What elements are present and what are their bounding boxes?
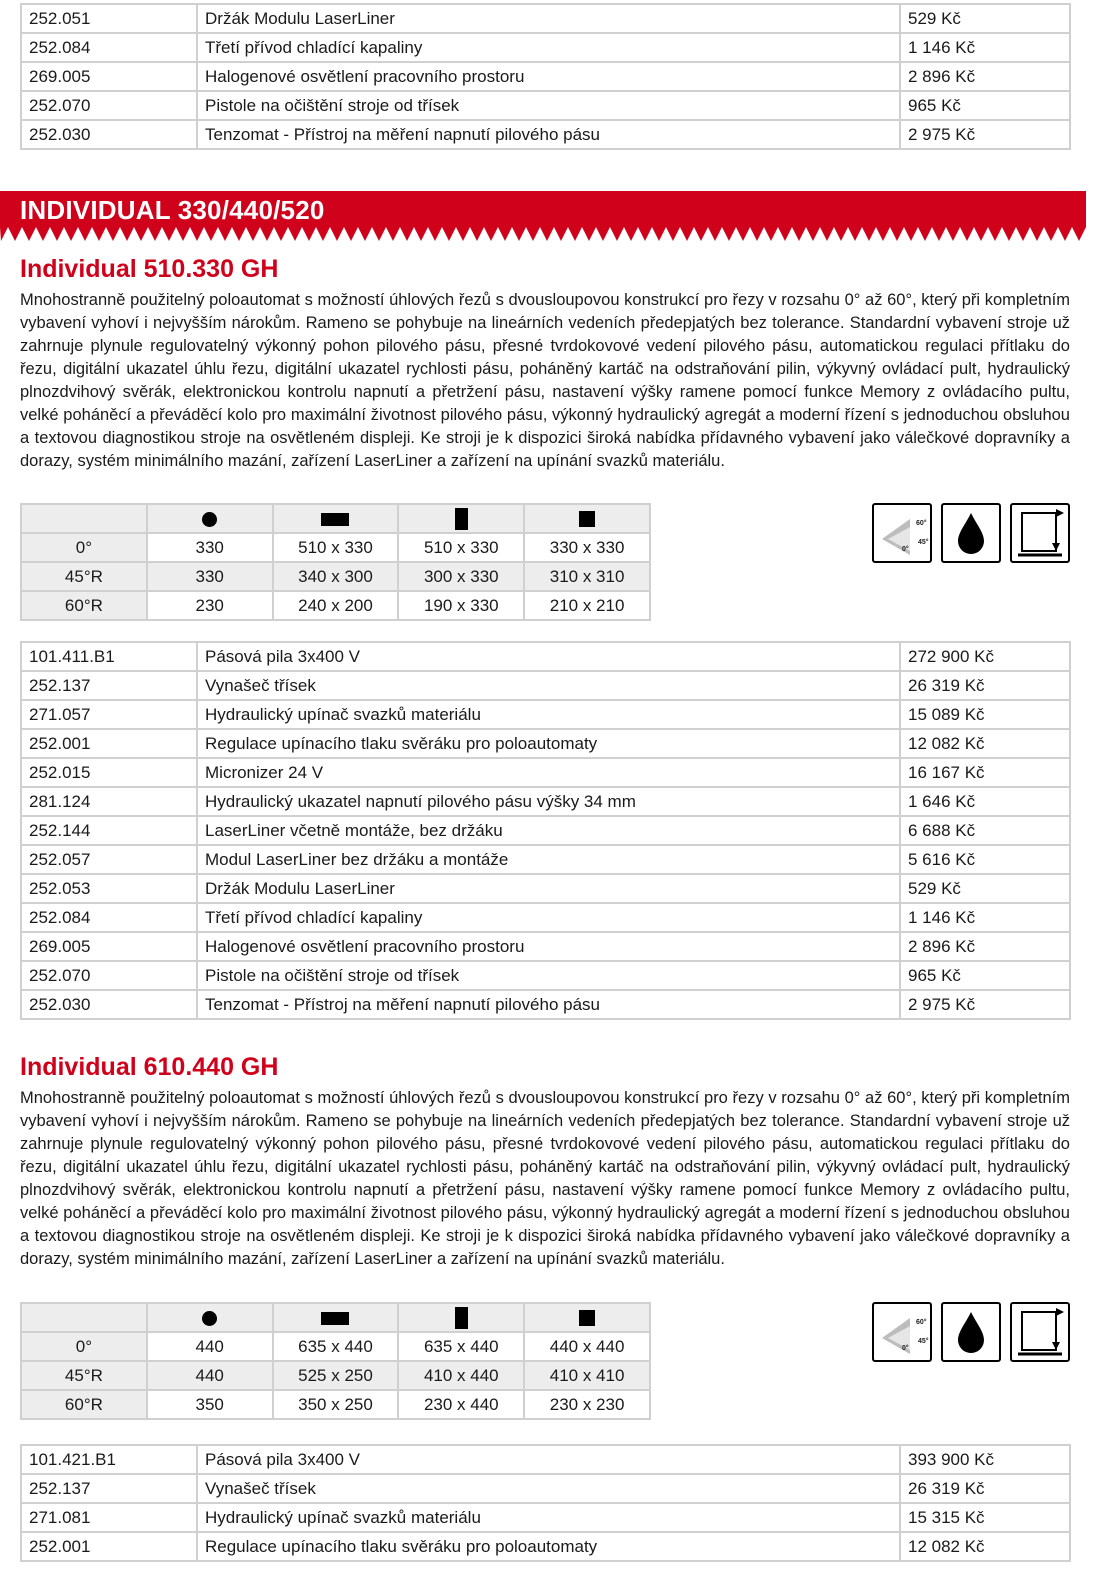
rect-h-header xyxy=(273,504,399,533)
material-feed-icon xyxy=(1010,1302,1070,1362)
product-title: Individual 510.330 GH xyxy=(20,255,279,283)
capacity-cell: 230 x 440 xyxy=(398,1390,524,1419)
angle-cut-icon xyxy=(872,1302,932,1362)
parts-table xyxy=(20,1444,1071,1562)
part-code: 101.411.B1 xyxy=(21,642,197,671)
part-price: 5 616 Kč xyxy=(900,845,1070,874)
part-name: LaserLiner včetně montáže, bez držáku xyxy=(197,816,900,845)
capacity-table xyxy=(20,503,651,621)
capacity-cell: 300 x 330 xyxy=(398,562,524,591)
part-price: 2 975 Kč xyxy=(900,990,1070,1019)
feed-graphic xyxy=(1012,505,1068,561)
coolant-drop-icon xyxy=(941,503,1001,563)
part-code: 252.030 xyxy=(21,990,197,1019)
product-title: Individual 610.440 GH xyxy=(20,1053,279,1081)
part-price: 272 900 Kč xyxy=(900,642,1070,671)
capacity-header-row xyxy=(21,504,650,533)
table-row xyxy=(21,671,1070,700)
part-price: 393 900 Kč xyxy=(900,1445,1070,1474)
table-row xyxy=(21,990,1070,1019)
part-name: Hydraulický ukazatel napnutí pilového pásu výšky 34 mm xyxy=(197,787,900,816)
table-row xyxy=(21,700,1070,729)
part-code: 271.057 xyxy=(21,700,197,729)
part-name: Držák Modulu LaserLiner xyxy=(197,874,900,903)
table-row xyxy=(21,33,1070,62)
part-code: 252.030 xyxy=(21,120,197,149)
part-price: 15 315 Kč xyxy=(900,1503,1070,1532)
capacity-cell: 340 x 300 xyxy=(273,562,399,591)
table-row xyxy=(21,961,1070,990)
table-row xyxy=(21,1503,1070,1532)
part-code: 252.015 xyxy=(21,758,197,787)
round-header xyxy=(147,1303,273,1332)
part-name: Hydraulický upínač svazků materiálu xyxy=(197,1503,900,1532)
part-name: Pistole na očištění stroje od třísek xyxy=(197,91,900,120)
table-row xyxy=(21,91,1070,120)
upright-rectangle-section-icon xyxy=(455,508,468,530)
part-code: 281.124 xyxy=(21,787,197,816)
part-name: Halogenové osvětlení pracovního prostoru xyxy=(197,62,900,91)
part-price: 1 146 Kč xyxy=(900,33,1070,62)
capacity-cell: 410 x 410 xyxy=(524,1361,650,1390)
part-name: Třetí přívod chladící kapaliny xyxy=(197,33,900,62)
parts-table xyxy=(20,641,1071,1020)
part-name: Tenzomat - Přístroj na měření napnutí pilového pásu xyxy=(197,120,900,149)
part-code: 252.053 xyxy=(21,874,197,903)
part-price: 2 975 Kč xyxy=(900,120,1070,149)
capacity-table xyxy=(20,1302,651,1420)
angle-cell: 60°R xyxy=(21,1390,147,1419)
flat-rectangle-section-icon xyxy=(321,513,349,526)
drop-graphic xyxy=(943,1304,999,1360)
part-name: Pistole na očištění stroje od třísek xyxy=(197,961,900,990)
part-code: 101.421.B1 xyxy=(21,1445,197,1474)
part-code: 252.084 xyxy=(21,33,197,62)
flat-rectangle-section-icon xyxy=(321,1312,349,1325)
angle-header xyxy=(21,504,147,533)
table-row xyxy=(21,642,1070,671)
round-section-icon xyxy=(202,1311,217,1326)
capacity-cell: 440 xyxy=(147,1332,273,1361)
part-name: Držák Modulu LaserLiner xyxy=(197,4,900,33)
product-description: Mnohostranně použitelný poloautomat s možností úhlových řezů s dvousloupovou konstrukcí pro řezy v rozsahu 0° až 60°, který při kompletním vybavení vyhoví i nejvyšším nárokům. Rameno se pohybuje na lineárních vedeních předepjatých bez tolerance. Standardní vybavení stroje už zahrnuje plynule regulovatelný výkonný pohon pilového pásu, přesné tvrdokovové vedení pilového pásu, automatickou regulaci přítlaku do řezu, digitální ukazatel úhlu řezu, digitální ukazatel rychlosti pásu, poháněný kartáč na odstraňování pilin, výkyvný ovládací pult, hydraulický plnozdvihový svěrák, elektronickou kontrolu napnutí a přetržení pásu, nastavení výšky ramene pomocí funkce Memory z ovládacího pultu, velké poháněcí a převáděcí kolo pro maximální životnost pilového pásu, výkonný hydraulický agregát a moderní řízení s jednoduchou obsluhou a textovou diagnostikou stroje na osvětleném displeji. Ke stroji je k dispozici široká nabídka přídavného vybavení jako válečkové dopravníky a dorazy, systém minimálního mazání, zařízení LaserLiner a zařízení na upínání svazků materiálu. xyxy=(20,291,1070,470)
section-title: INDIVIDUAL 330/440/520 xyxy=(20,195,325,225)
part-code: 252.051 xyxy=(21,4,197,33)
rect-v-header xyxy=(398,504,524,533)
capacity-cell: 210 x 210 xyxy=(524,591,650,620)
part-price: 6 688 Kč xyxy=(900,816,1070,845)
part-code: 252.001 xyxy=(21,1532,197,1561)
table-row xyxy=(21,758,1070,787)
table-row xyxy=(21,1474,1070,1503)
part-price: 1 146 Kč xyxy=(900,903,1070,932)
capacity-row xyxy=(21,1390,650,1419)
part-name: Pásová pila 3x400 V xyxy=(197,642,900,671)
part-price: 16 167 Kč xyxy=(900,758,1070,787)
table-row xyxy=(21,120,1070,149)
top-parts-table xyxy=(20,3,1071,150)
part-code: 252.137 xyxy=(21,671,197,700)
capacity-row xyxy=(21,591,650,620)
part-name: Halogenové osvětlení pracovního prostoru xyxy=(197,932,900,961)
part-name: Třetí přívod chladící kapaliny xyxy=(197,903,900,932)
angle-label-0: 0° xyxy=(902,546,909,553)
part-name: Vynašeč třísek xyxy=(197,1474,900,1503)
round-section-icon xyxy=(202,512,217,527)
part-code: 271.081 xyxy=(21,1503,197,1532)
table-row xyxy=(21,845,1070,874)
part-code: 252.070 xyxy=(21,91,197,120)
capacity-cell: 635 x 440 xyxy=(273,1332,399,1361)
angle-label-0: 0° xyxy=(902,1345,909,1352)
angle-cell: 45°R xyxy=(21,562,147,591)
product-description: Mnohostranně použitelný poloautomat s možností úhlových řezů s dvousloupovou konstrukcí pro řezy v rozsahu 0° až 60°, který při kompletním vybavení vyhoví i nejvyšším nárokům. Rameno se pohybuje na lineárních vedeních předepjatých bez tolerance. Standardní vybavení stroje už zahrnuje plynule regulovatelný výkonný pohon pilového pásu, přesné tvrdokovové vedení pilového pásu, automatickou regulaci přítlaku do řezu, digitální ukazatel úhlu řezu, digitální ukazatel rychlosti pásu, poháněný kartáč na odstraňování pilin, výkyvný ovládací pult, hydraulický plnozdvihový svěrák, elektronickou kontrolu napnutí a přetržení pásu, nastavení výšky ramene pomocí funkce Memory z ovládacího pultu, velké poháněcí a převáděcí kolo pro maximální životnost pilového pásu, výkonný hydraulický agregát a moderní řízení s jednoduchou obsluhou a textovou diagnostikou stroje na osvětleném displeji. Ke stroji je k dispozici široká nabídka přídavného vybavení jako válečkové dopravníky a dorazy, systém minimálního mazání, zařízení LaserLiner a zařízení na upínání svazků materiálu. xyxy=(20,1089,1070,1268)
part-price: 15 089 Kč xyxy=(900,700,1070,729)
table-row xyxy=(21,4,1070,33)
drop-graphic xyxy=(943,505,999,561)
table-row xyxy=(21,874,1070,903)
angle-cell: 0° xyxy=(21,1332,147,1361)
round-header xyxy=(147,504,273,533)
part-code: 252.070 xyxy=(21,961,197,990)
part-code: 252.057 xyxy=(21,845,197,874)
part-name: Vynašeč třísek xyxy=(197,671,900,700)
table-row xyxy=(21,1445,1070,1474)
capacity-row xyxy=(21,533,650,562)
part-price: 12 082 Kč xyxy=(900,729,1070,758)
capacity-cell: 350 xyxy=(147,1390,273,1419)
part-name: Tenzomat - Přístroj na měření napnutí pilového pásu xyxy=(197,990,900,1019)
capacity-cell: 190 x 330 xyxy=(398,591,524,620)
capacity-cell: 510 x 330 xyxy=(398,533,524,562)
part-code: 252.084 xyxy=(21,903,197,932)
material-feed-icon xyxy=(1010,503,1070,563)
part-name: Regulace upínacího tlaku svěráku pro poloautomaty xyxy=(197,1532,900,1561)
upright-rectangle-section-icon xyxy=(455,1307,468,1329)
capacity-cell: 330 xyxy=(147,533,273,562)
feed-graphic xyxy=(1012,1304,1068,1360)
part-price: 2 896 Kč xyxy=(900,62,1070,91)
capacity-cell: 230 x 230 xyxy=(524,1390,650,1419)
square-header xyxy=(524,504,650,533)
capacity-cell: 525 x 250 xyxy=(273,1361,399,1390)
table-row xyxy=(21,787,1070,816)
table-row xyxy=(21,816,1070,845)
part-code: 252.144 xyxy=(21,816,197,845)
part-price: 529 Kč xyxy=(900,4,1070,33)
square-section-icon xyxy=(579,1310,595,1326)
capacity-cell: 240 x 200 xyxy=(273,591,399,620)
square-header xyxy=(524,1303,650,1332)
capacity-header-row xyxy=(21,1303,650,1332)
angle-label-45: 45° xyxy=(918,539,929,546)
part-price: 26 319 Kč xyxy=(900,1474,1070,1503)
part-price: 965 Kč xyxy=(900,91,1070,120)
angle-header xyxy=(21,1303,147,1332)
capacity-cell: 510 x 330 xyxy=(273,533,399,562)
capacity-cell: 440 xyxy=(147,1361,273,1390)
capacity-cell: 230 xyxy=(147,591,273,620)
part-name: Pásová pila 3x400 V xyxy=(197,1445,900,1474)
table-row xyxy=(21,62,1070,91)
part-price: 965 Kč xyxy=(900,961,1070,990)
angle-cell: 45°R xyxy=(21,1361,147,1390)
angle-cell: 0° xyxy=(21,533,147,562)
part-name: Modul LaserLiner bez držáku a montáže xyxy=(197,845,900,874)
capacity-cell: 330 xyxy=(147,562,273,591)
part-price: 12 082 Kč xyxy=(900,1532,1070,1561)
part-code: 269.005 xyxy=(21,932,197,961)
part-price: 26 319 Kč xyxy=(900,671,1070,700)
capacity-cell: 440 x 440 xyxy=(524,1332,650,1361)
angle-label-60: 60° xyxy=(916,1319,927,1326)
capacity-row xyxy=(21,1332,650,1361)
table-row xyxy=(21,932,1070,961)
capacity-cell: 330 x 330 xyxy=(524,533,650,562)
angle-label-45: 45° xyxy=(918,1338,929,1345)
part-code: 269.005 xyxy=(21,62,197,91)
part-name: Hydraulický upínač svazků materiálu xyxy=(197,700,900,729)
table-row xyxy=(21,1532,1070,1561)
angle-cut-icon xyxy=(872,503,932,563)
square-section-icon xyxy=(579,511,595,527)
angle-label-60: 60° xyxy=(916,520,927,527)
part-price: 529 Kč xyxy=(900,874,1070,903)
capacity-row xyxy=(21,1361,650,1390)
part-price: 2 896 Kč xyxy=(900,932,1070,961)
capacity-cell: 410 x 440 xyxy=(398,1361,524,1390)
angle-cell: 60°R xyxy=(21,591,147,620)
part-price: 1 646 Kč xyxy=(900,787,1070,816)
capacity-cell: 350 x 250 xyxy=(273,1390,399,1419)
part-name: Regulace upínacího tlaku svěráku pro poloautomaty xyxy=(197,729,900,758)
table-row xyxy=(21,729,1070,758)
part-code: 252.137 xyxy=(21,1474,197,1503)
part-name: Micronizer 24 V xyxy=(197,758,900,787)
capacity-row xyxy=(21,562,650,591)
capacity-cell: 635 x 440 xyxy=(398,1332,524,1361)
section-banner xyxy=(0,191,1098,243)
rect-h-header xyxy=(273,1303,399,1332)
capacity-cell: 310 x 310 xyxy=(524,562,650,591)
rect-v-header xyxy=(398,1303,524,1332)
part-code: 252.001 xyxy=(21,729,197,758)
coolant-drop-icon xyxy=(941,1302,1001,1362)
table-row xyxy=(21,903,1070,932)
